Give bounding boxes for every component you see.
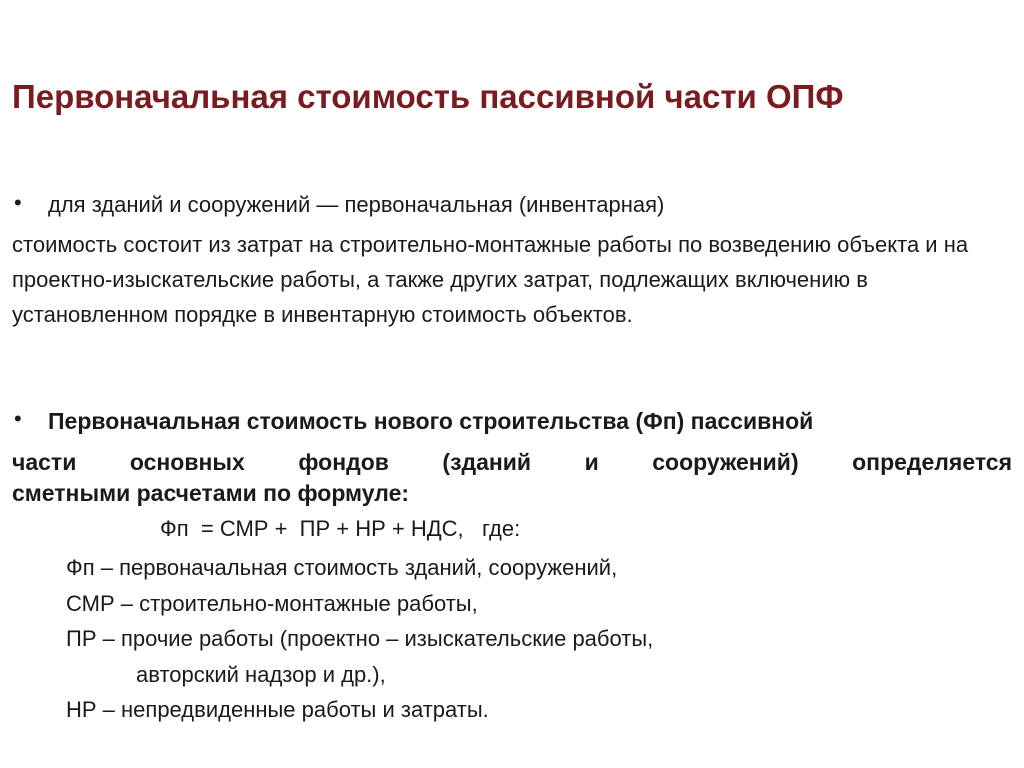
paragraph-1-first-line: для зданий и сооружений — первоначальная (инвентарная) (48, 192, 665, 217)
paragraph-1-body: стоимость состоит из затрат на строительно-монтажные работы по возведению объекта и на проектно-изыскательские работы, а также других затрат, подлежащих включению в установленном порядке в инвентарную стоимость объектов. (12, 232, 969, 327)
paragraph-2-body (12, 444, 1012, 506)
bullet-1: • (14, 190, 22, 215)
formula-legend (66, 550, 653, 728)
paragraph-2-line-3: сметными расчетами по формуле: (12, 480, 410, 506)
legend-item-smr: СМР – строительно-монтажные работы, (66, 590, 478, 616)
slide-title: Первоначальная стоимость пассивной части ОПФ (12, 78, 844, 115)
legend-item-pr: ПР – прочие работы (проектно – изыскательские работы, (66, 626, 654, 651)
paragraph-2-first-line: Первоначальная стоимость нового строительства (Фп) пассивной (48, 408, 814, 434)
legend-item-fp: Фп – первоначальная стоимость зданий, сооружений, (66, 555, 618, 580)
bullet-2: • (14, 406, 22, 431)
legend-item-nr: НР – непредвиденные работы и затраты. (66, 697, 489, 722)
formula: Фп = СМР + ПР + НР + НДС, где: (160, 516, 521, 541)
paragraph-2-line-2: части основных фондов (зданий и сооружений) определяется (12, 449, 1012, 475)
legend-item-pr-continued: авторский надзор и др.), (136, 661, 386, 687)
